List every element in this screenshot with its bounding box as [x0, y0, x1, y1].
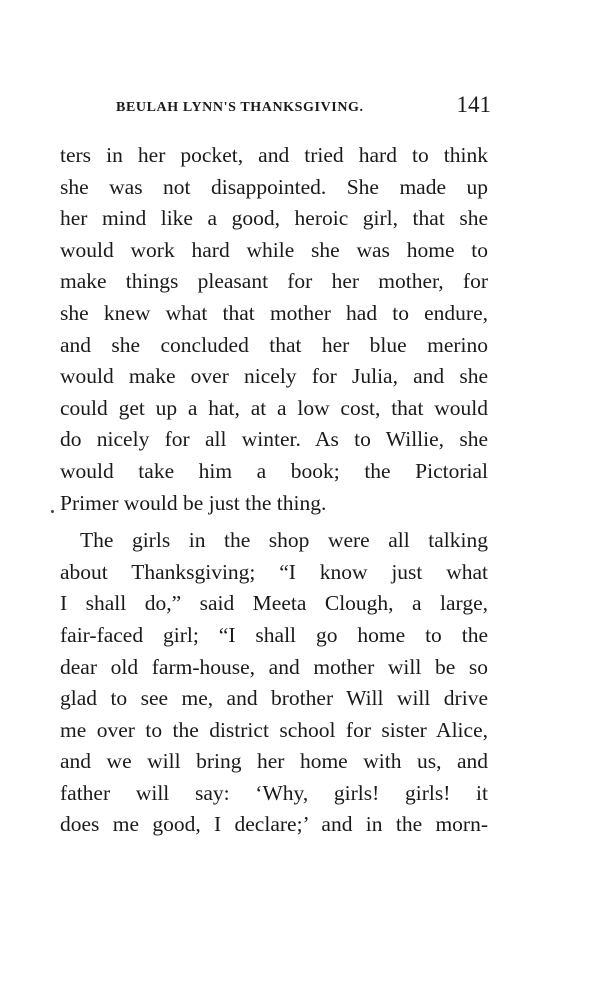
page-number: 141 [456, 92, 491, 117]
text-line: and she concluded that her blue merino [60, 332, 488, 357]
body-text [60, 140, 488, 841]
text-line: fair-faced girl; “I shall go home to the [60, 622, 488, 647]
running-title: BEULAH LYNN'S THANKSGIVING. [116, 100, 364, 115]
text-line: make things pleasant for her mother, for [60, 269, 488, 294]
text-line: do nicely for all winter. As to Willie, she [60, 427, 488, 452]
text-line: me over to the district school for sister Alice, [60, 717, 488, 742]
text-line: father will say: ‘Why, girls! girls! it [60, 780, 488, 805]
text-line: glad to see me, and brother Will will drive [60, 686, 488, 711]
text-line: she knew what that mother had to endure, [60, 300, 488, 325]
text-line: would work hard while she was home to [60, 237, 488, 262]
text-line: does me good, I declare;’ and in the morn- [60, 812, 488, 837]
text-line: Primer would be just the thing. [60, 490, 327, 515]
text-line: would make over nicely for Julia, and she [60, 364, 488, 389]
running-head [116, 92, 491, 122]
text-line: and we will bring her home with us, and [60, 749, 488, 774]
text-line: her mind like a good, heroic girl, that she [60, 206, 488, 231]
text-line: about Thanksgiving; “I know just what [60, 559, 488, 584]
text-line: The girls in the shop were all talking [80, 528, 488, 553]
margin-speck [51, 510, 54, 513]
text-line: I shall do,” said Meeta Clough, a large, [60, 591, 488, 616]
text-line: ters in her pocket, and tried hard to think [60, 143, 488, 167]
text-line: she was not disappointed. She made up [60, 174, 488, 199]
text-line: would take him a book; the Pictorial [60, 458, 488, 483]
text-line: could get up a hat, at a low cost, that would [60, 395, 488, 420]
text-line: dear old farm-house, and mother will be so [60, 654, 488, 679]
